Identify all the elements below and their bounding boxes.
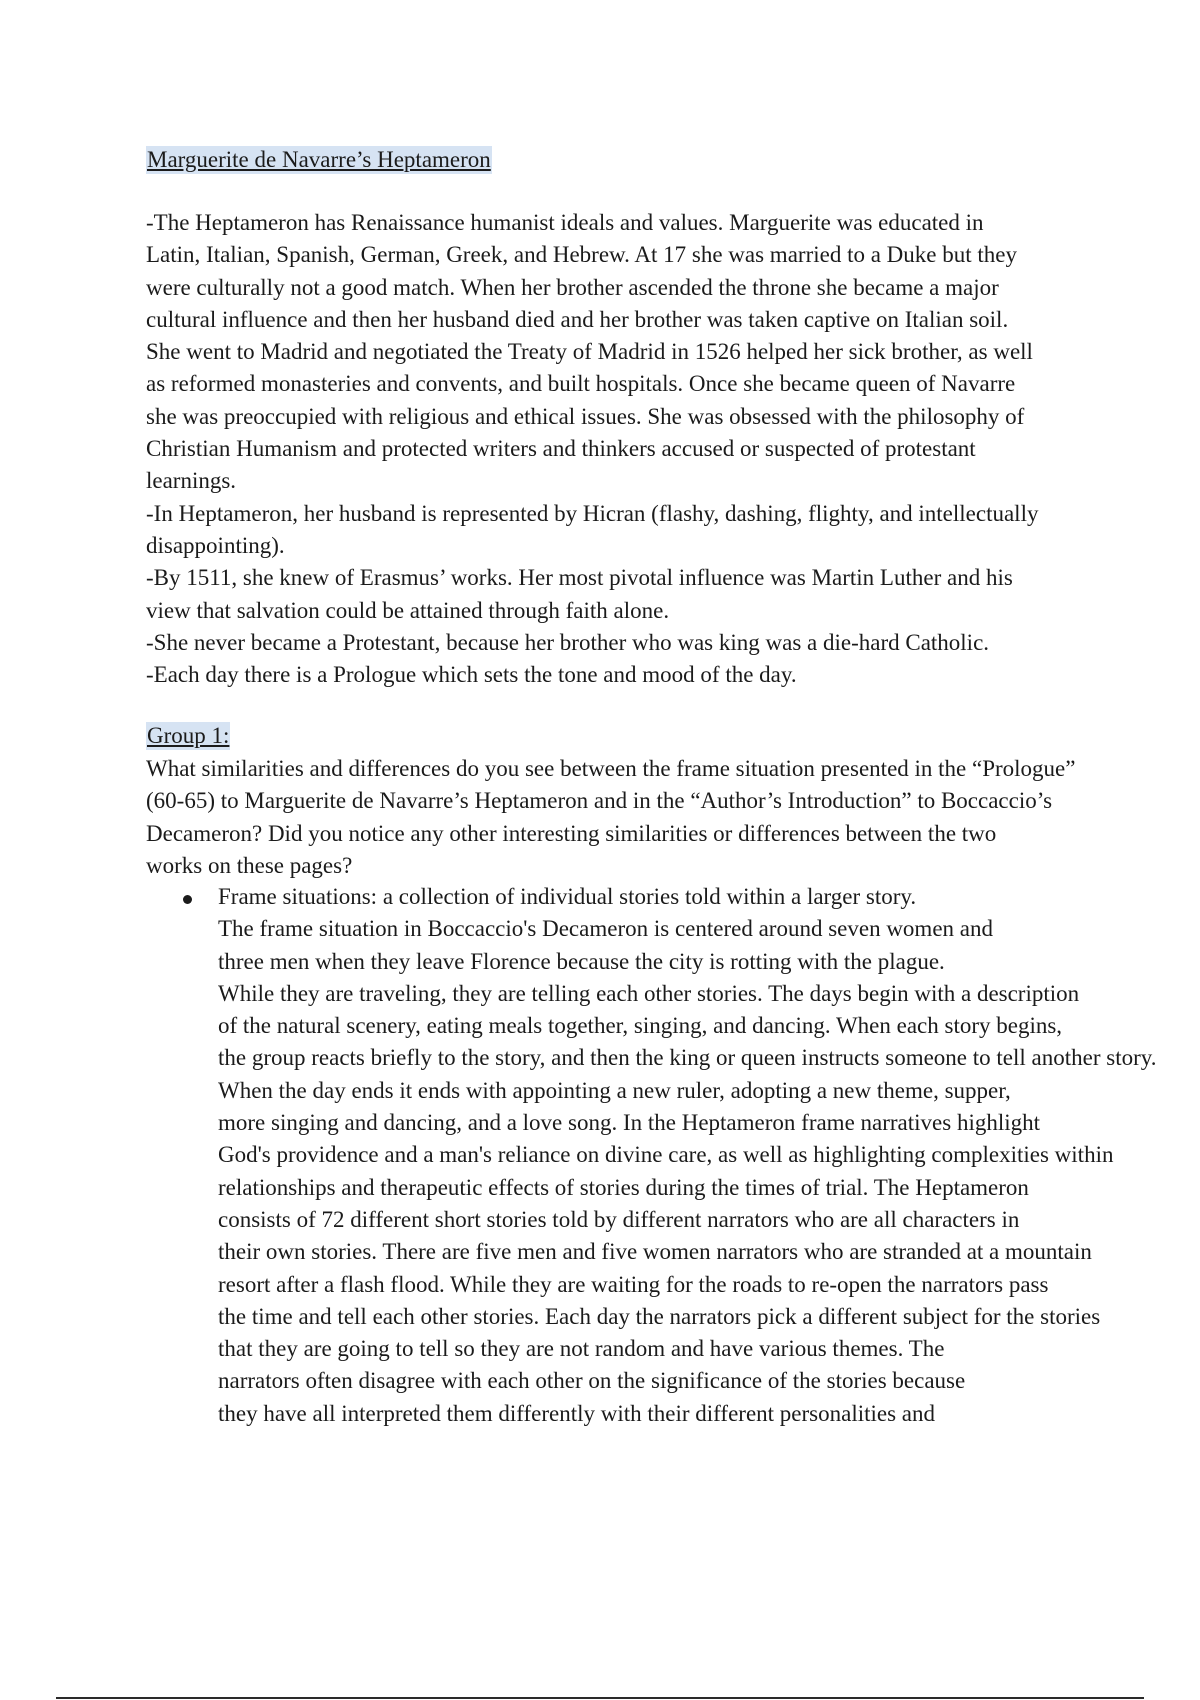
bullet-line: the group reacts briefly to the story, and then the king or queen instructs someone to tell another story. <box>218 1045 1157 1071</box>
intro-line: Latin, Italian, Spanish, German, Greek, and Hebrew. At 17 she was married to a Duke but they <box>146 242 1017 268</box>
intro-line: as reformed monasteries and convents, and built hospitals. Once she became queen of Navarre <box>146 371 1016 397</box>
bullet-line: consists of 72 different short stories told by different narrators who are all characters in <box>218 1206 1020 1232</box>
bullet-line: the time and tell each other stories. Each day the narrators pick a different subject for the stories <box>218 1303 1101 1329</box>
intro-line: disappointing). <box>146 532 285 558</box>
discussion-question <box>146 753 1075 882</box>
intro-line: view that salvation could be attained through faith alone. <box>146 597 670 623</box>
bullet-line: narrators often disagree with each other on the significance of the stories because <box>218 1368 966 1394</box>
bullet-line: more singing and dancing, and a love song. In the Heptameron frame narratives highlight <box>218 1110 1041 1136</box>
bullet-line: The frame situation in Boccaccio's Decameron is centered around seven women and <box>218 916 993 942</box>
intro-line: -Each day there is a Prologue which sets the tone and mood of the day. <box>146 662 797 688</box>
bullet-line: resort after a flash flood. While they are waiting for the roads to re-open the narrators pass <box>218 1271 1049 1297</box>
bullet-line: that they are going to tell so they are not random and have various themes. The <box>218 1336 945 1362</box>
question-line: Decameron? Did you notice any other interesting similarities or differences between the two <box>146 820 997 846</box>
intro-line: -The Heptameron has Renaissance humanist ideals and values. Marguerite was educated in <box>146 210 984 235</box>
bullet-answer <box>218 881 1200 1430</box>
intro-line: -She never became a Protestant, because her brother who was king was a die-hard Catholic. <box>146 629 990 655</box>
intro-line: learnings. <box>146 468 237 494</box>
question-line: (60-65) to Marguerite de Navarre’s Heptameron and in the “Author’s Introduction” to Boccaccio’s <box>146 788 1053 814</box>
intro-line: -In Heptameron, her husband is represented by Hicran (flashy, dashing, flighty, and intellectually <box>146 500 1039 526</box>
intro-line: She went to Madrid and negotiated the Treaty of Madrid in 1526 helped her sick brother, as well <box>146 339 1033 365</box>
bullet-icon <box>183 895 192 904</box>
bullet-line: Frame situations: a collection of individual stories told within a larger story. <box>218 884 917 909</box>
bullet-line: When the day ends it ends with appointing a new ruler, adopting a new theme, supper, <box>218 1077 1011 1103</box>
intro-line: she was preoccupied with religious and ethical issues. She was obsessed with the philosophy of <box>146 403 1025 429</box>
bullet-line: relationships and therapeutic effects of stories during the times of trial. The Heptameron <box>218 1174 1029 1200</box>
intro-line: cultural influence and then her husband died and her brother was taken captive on Italian soil. <box>146 306 1009 332</box>
bullet-line: While they are traveling, they are telling each other stories. The days begin with a description <box>218 980 1080 1006</box>
intro-line: Christian Humanism and protected writers and thinkers accused or suspected of protestant <box>146 436 976 462</box>
question-line: What similarities and differences do you see between the frame situation presented in the “Prologue” <box>146 756 1076 781</box>
bullet-line: God's providence and a man's reliance on divine care, as well as highlighting complexities within <box>218 1142 1114 1168</box>
bullet-line: three men when they leave Florence because the city is rotting with the plague. <box>218 948 945 974</box>
intro-line: were culturally not a good match. When her brother ascended the throne she became a major <box>146 274 999 300</box>
intro-line: -By 1511, she knew of Erasmus’ works. Her most pivotal influence was Martin Luther and his <box>146 565 1013 591</box>
intro-paragraphs <box>146 207 1038 691</box>
group-heading: Group 1: <box>147 723 230 748</box>
question-line: works on these pages? <box>146 852 353 878</box>
bullet-line: of the natural scenery, eating meals together, singing, and dancing. When each story begins, <box>218 1013 1063 1039</box>
document-title: Marguerite de Navarre’s Heptameron <box>147 147 491 172</box>
page-bottom-rule <box>56 1697 1144 1699</box>
bullet-line: their own stories. There are five men and five women narrators who are stranded at a mountain <box>218 1239 1092 1265</box>
bullet-line: they have all interpreted them differently with their different personalities and <box>218 1400 936 1426</box>
